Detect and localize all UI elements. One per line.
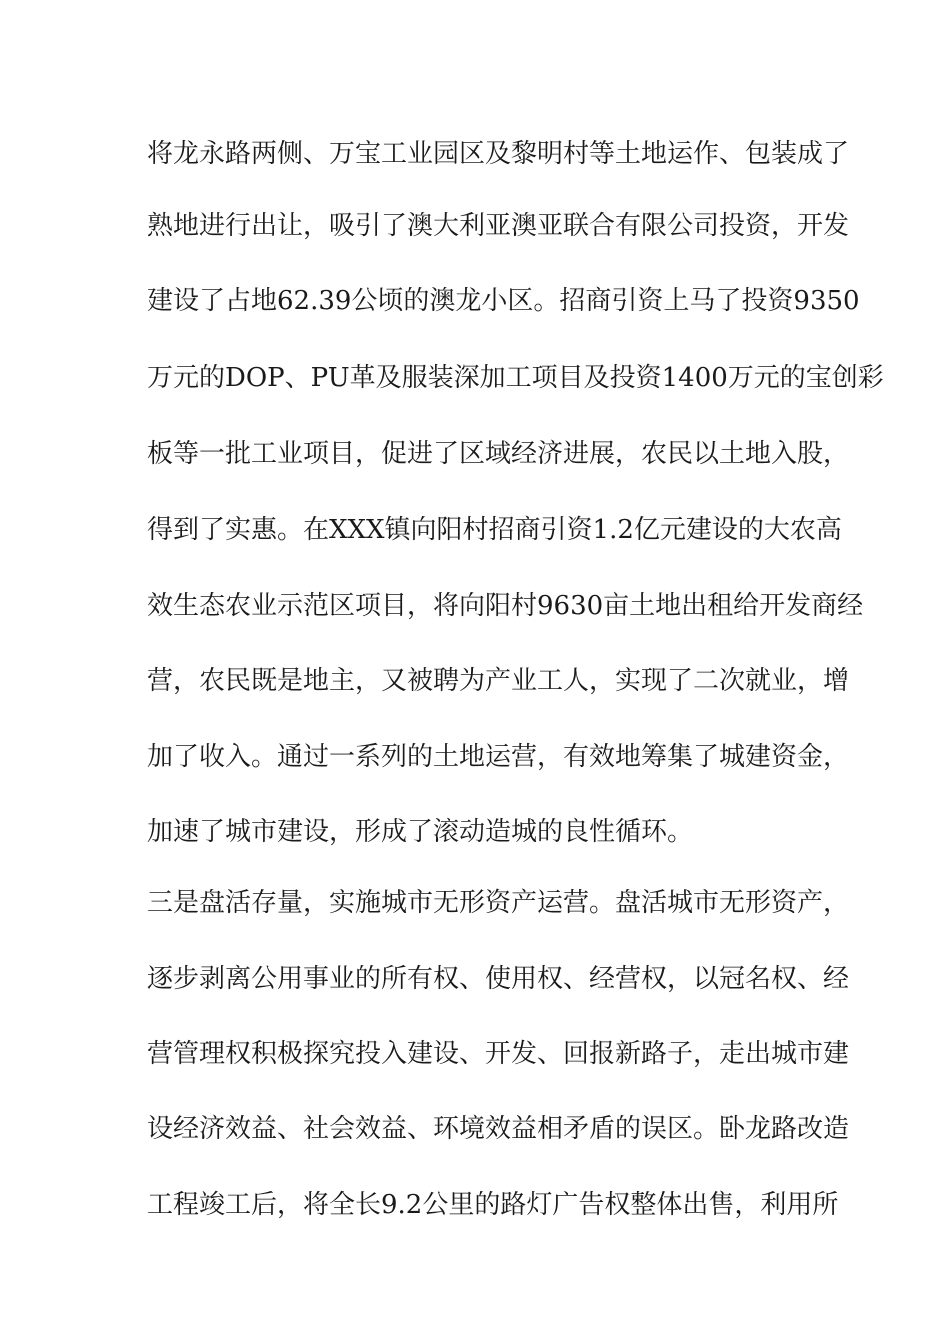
paragraph-line: 逐步剥离公用事业的所有权、使用权、经营权，以冠名权、经 bbox=[147, 964, 850, 994]
paragraph-line: 工程竣工后，将全长9.2公里的路灯广告权整体出售，利用所 bbox=[147, 1190, 839, 1220]
paragraph-line: 加了收入。通过一系列的土地运营，有效地筹集了城建资金， bbox=[147, 742, 850, 772]
paragraph-line: 万元的DOP、PU革及服装深加工项目及投资1400万元的宝创彩 bbox=[147, 363, 884, 393]
paragraph-line: 得到了实惠。在XXX镇向阳村招商引资1.2亿元建设的大农高 bbox=[147, 515, 842, 545]
paragraph-line: 将龙永路两侧、万宝工业园区及黎明村等土地运作、包装成了 bbox=[147, 139, 850, 169]
paragraph-line: 加速了城市建设，形成了滚动造城的良性循环。 bbox=[147, 817, 694, 847]
paragraph-line: 三是盘活存量，实施城市无形资产运营。盘活城市无形资产， bbox=[147, 888, 850, 918]
paragraph-line: 建设了占地62.39公顷的澳龙小区。招商引资上马了投资9350 bbox=[147, 286, 860, 316]
paragraph-line: 设经济效益、社会效益、环境效益相矛盾的误区。卧龙路改造 bbox=[147, 1114, 850, 1144]
paragraph-line: 熟地进行出让，吸引了澳大利亚澳亚联合有限公司投资，开发 bbox=[147, 211, 850, 241]
paragraph-line: 板等一批工业项目，促进了区域经济进展，农民以土地入股， bbox=[147, 439, 850, 469]
paragraph-line: 营管理权积极探究投入建设、开发、回报新路子，走出城市建 bbox=[147, 1039, 850, 1069]
paragraph-line: 效生态农业示范区项目，将向阳村9630亩土地出租给开发商经 bbox=[147, 591, 864, 621]
paragraph-line: 营，农民既是地主，又被聘为产业工人，实现了二次就业，增 bbox=[147, 666, 850, 696]
